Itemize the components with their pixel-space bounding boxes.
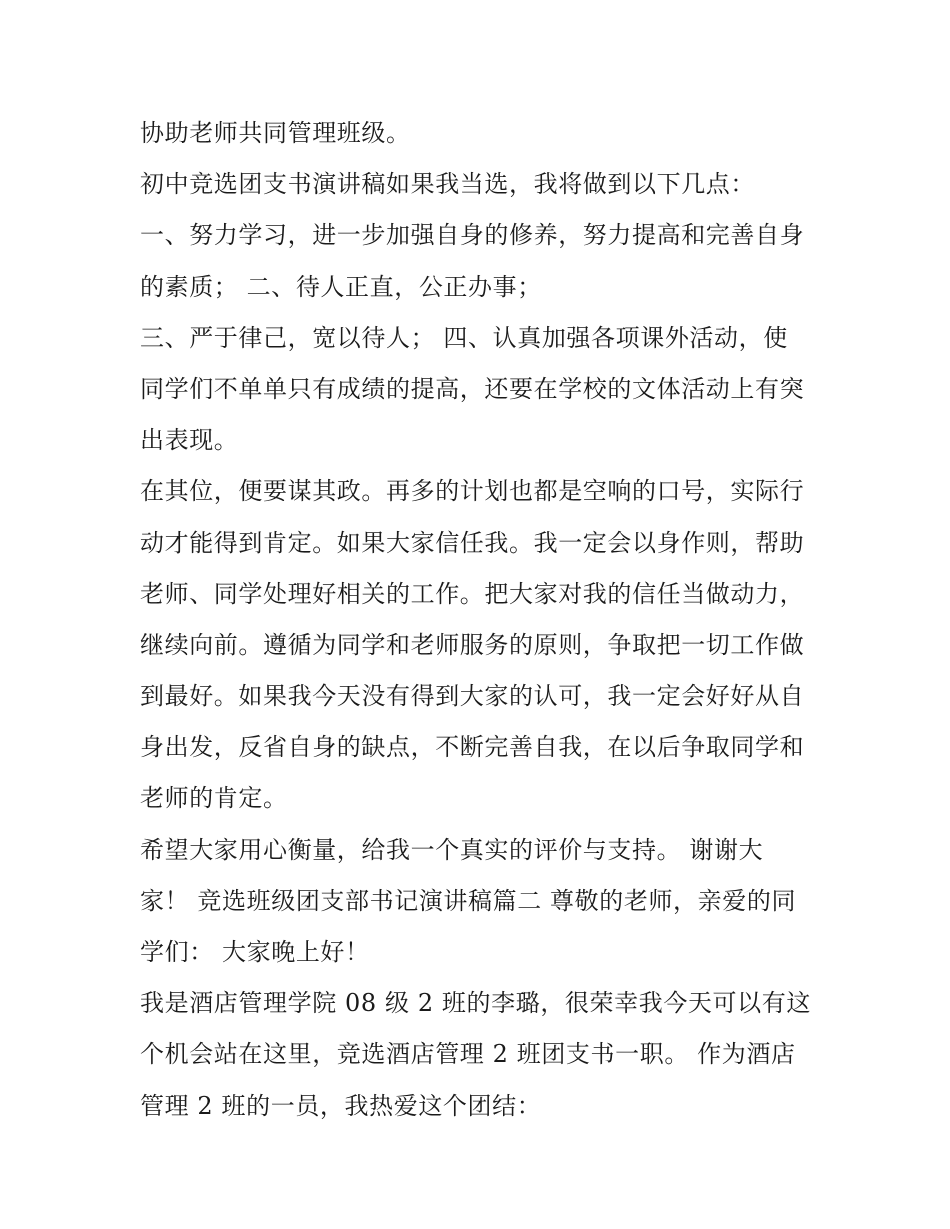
- text-line: 学们： 大家晚上好！: [140, 938, 370, 966]
- text-line: 继续向前。遵循为同学和老师服务的原则，争取把一切工作做: [140, 630, 805, 659]
- text-line: 一、努力学习，进一步加强自身的修养，努力提高和完善自身: [140, 221, 805, 250]
- text-line: 三、严于律己，宽以待人； 四、认真加强各项课外活动，使: [140, 323, 788, 352]
- text-line: 在其位，便要谋其政。再多的计划也都是空响的口号，实际行: [140, 477, 805, 506]
- text-line: 出表现。: [140, 426, 239, 455]
- text-line: 老师、同学处理好相关的工作。把大家对我的信任当做动力，: [140, 579, 805, 608]
- text-line: 的素质； 二、待人正直，公正办事；: [140, 272, 542, 301]
- text-line: 个机会站在这里，竞选酒店管理 2 班团支书一职。 作为酒店: [140, 1040, 796, 1069]
- text-line: 希望大家用心衡量，给我一个真实的评价与支持。 谢谢大: [140, 835, 764, 864]
- text-line: 老师的肯定。: [140, 784, 288, 813]
- text-line: 同学们不单单只有成绩的提高，还要在学校的文体活动上有突: [140, 374, 805, 403]
- text-line: 家！ 竞选班级团支部书记演讲稿篇二 尊敬的老师，亲爱的同: [140, 886, 797, 915]
- text-line: 管理 2 班的一员，我热爱这个团结：: [140, 1091, 542, 1120]
- text-line: 初中竞选团支书演讲稿如果我当选，我将做到以下几点：: [140, 170, 755, 199]
- text-line: 我是酒店管理学院 08 级 2 班的李璐，很荣幸我今天可以有这: [140, 989, 811, 1018]
- text-line: 身出发，反省自身的缺点，不断完善自我，在以后争取同学和: [140, 733, 805, 762]
- document-body: [140, 108, 820, 1132]
- text-line: 协助老师共同管理班级。: [140, 119, 411, 147]
- text-line: 到最好。如果我今天没有得到大家的认可，我一定会好好从自: [140, 682, 805, 711]
- text-line: 动才能得到肯定。如果大家信任我。我一定会以身作则，帮助: [140, 528, 805, 557]
